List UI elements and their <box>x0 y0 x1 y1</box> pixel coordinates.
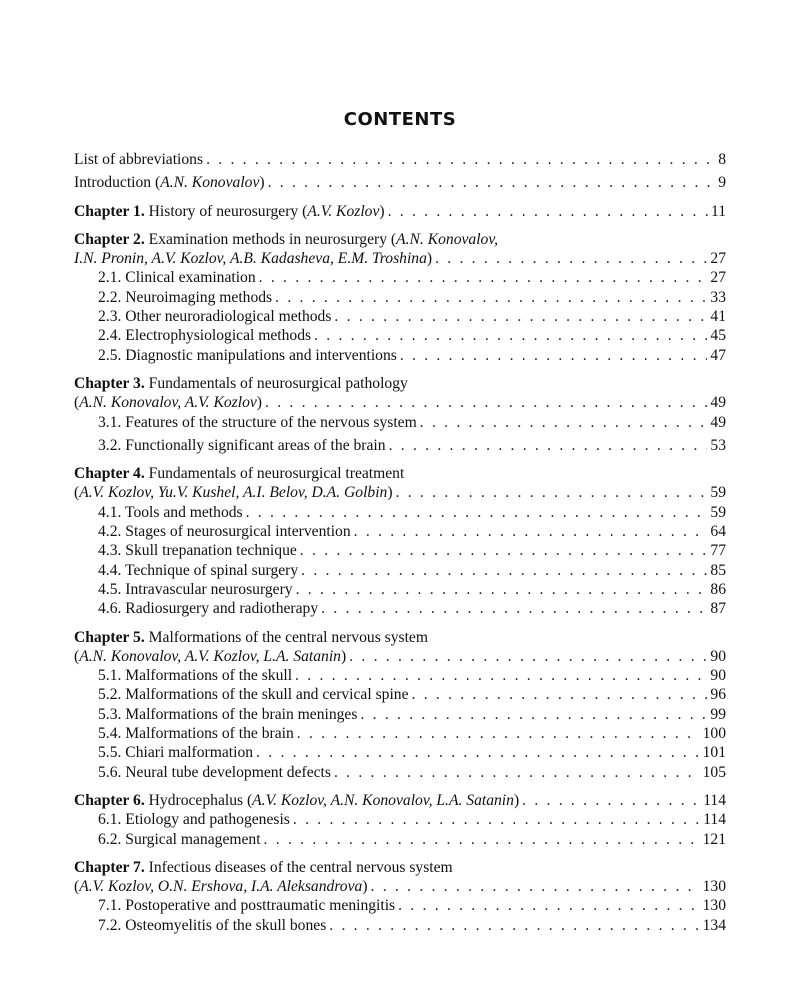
toc-section[interactable] <box>74 666 726 685</box>
dot-leader <box>386 436 708 455</box>
toc-chapter-3[interactable] <box>74 374 726 413</box>
dot-leader <box>346 647 707 666</box>
page-number: 130 <box>702 897 726 915</box>
toc-chapter-1[interactable] <box>74 202 726 221</box>
section-number: 5.5. <box>98 744 122 762</box>
section-number: 7.2. <box>98 916 122 934</box>
toc-section[interactable] <box>74 810 726 829</box>
chapter-label: Chapter 7. <box>74 858 145 876</box>
dot-leader <box>262 393 707 412</box>
toc-section[interactable] <box>74 288 726 307</box>
toc-section[interactable] <box>74 685 726 704</box>
page-number: 100 <box>702 725 726 743</box>
section-number: 5.2. <box>98 686 122 704</box>
page-number: 8 <box>718 151 726 168</box>
page-number: 114 <box>703 791 726 809</box>
dot-leader <box>256 268 708 287</box>
section-number: 3.2. <box>98 436 122 454</box>
section-title: Technique of spinal surgery <box>125 561 299 579</box>
toc-chapter-5[interactable] <box>74 628 726 667</box>
dot-leader <box>318 599 707 618</box>
section-number: 4.1. <box>98 503 122 521</box>
toc-section[interactable] <box>74 503 726 522</box>
page-number: 9 <box>718 174 726 192</box>
section-title: Electrophysiological methods <box>125 327 312 345</box>
section-number: 5.3. <box>98 705 122 723</box>
page-number: 87 <box>710 600 726 618</box>
section-number: 6.1. <box>98 811 122 829</box>
section-number: 3.1. <box>98 413 122 431</box>
page-number: 49 <box>710 394 726 412</box>
page-title: CONTENTS <box>343 109 457 130</box>
chapter-paren: ) <box>379 202 385 220</box>
page-number: 121 <box>702 830 726 848</box>
toc-section[interactable] <box>74 896 726 915</box>
page-number: 41 <box>710 308 726 326</box>
section-title: Chiari malformation <box>125 744 254 762</box>
section-title: Features of the structure of the nervous system <box>125 413 417 431</box>
dot-leader <box>326 916 699 935</box>
section-title: Clinical examination <box>125 269 256 287</box>
section-title: Radiosurgery and radiotherapy <box>125 600 319 618</box>
chapter-title: Examination methods in neurosurgery ( <box>144 230 397 248</box>
page-number: 64 <box>710 523 726 541</box>
dot-leader <box>393 483 708 502</box>
section-title: Postoperative and posttraumatic meningitis <box>125 897 396 915</box>
chapter-authors: A.N. Konovalov, A.V. Kozlov <box>79 394 257 412</box>
page-number: 85 <box>710 561 726 579</box>
dot-leader <box>385 202 708 221</box>
section-title: Malformations of the brain meninges <box>125 705 358 723</box>
section-title: Diagnostic manipulations and interventions <box>125 346 397 364</box>
dot-leader <box>331 763 700 782</box>
chapter-paren: ) <box>340 647 347 665</box>
section-title: Tools and methods <box>125 503 243 521</box>
chapter-authors: A.V. Kozlov, Yu.V. Kushel, A.I. Belov, D.A. Golbin <box>79 484 388 502</box>
page-number: 134 <box>702 916 726 934</box>
toc-section[interactable] <box>74 413 726 432</box>
chapter-title: Malformations of the central nervous system <box>144 628 428 646</box>
section-title: Malformations of the skull and cervical spine <box>125 686 409 704</box>
section-title: Malformations of the skull <box>125 667 293 685</box>
section-title: Surgical management <box>125 830 261 848</box>
chapter-authors: A.N. Konovalov, A.V. Kozlov, L.A. Satanin <box>79 647 341 665</box>
chapter-title: Fundamentals of neurosurgical pathology <box>144 374 408 392</box>
dot-leader <box>294 724 700 743</box>
chapter-title: Hydrocephalus ( <box>144 791 253 809</box>
dot-leader <box>261 830 700 849</box>
page-number: 114 <box>703 811 726 829</box>
dot-leader <box>293 580 708 599</box>
chapter-paren: ) <box>256 394 262 412</box>
section-number: 7.1. <box>98 897 122 915</box>
section-number: 4.3. <box>98 542 122 560</box>
dot-leader <box>357 705 707 724</box>
toc-section[interactable] <box>74 705 726 724</box>
section-number: 5.1. <box>98 667 122 685</box>
entry-authors: A.N. Konovalov <box>160 174 260 192</box>
chapter-paren: ) <box>426 250 433 268</box>
page-number: 45 <box>710 327 726 345</box>
section-number: 2.3. <box>98 308 122 326</box>
entry-paren: ) <box>259 174 265 192</box>
dot-leader <box>519 791 700 810</box>
toc-chapter-7[interactable] <box>74 858 726 897</box>
chapter-paren: ( <box>74 484 80 502</box>
section-title: Stages of neurosurgical intervention <box>125 523 351 541</box>
chapter-authors: A.V. Kozlov, O.N. Ershova, I.A. Aleksandrova <box>79 878 363 896</box>
dot-leader <box>397 346 708 365</box>
chapter-label: Chapter 6. <box>74 791 145 809</box>
section-number: 4.4. <box>98 561 122 579</box>
dot-leader <box>395 896 700 915</box>
section-title: Functionally significant areas of the brain <box>125 436 386 454</box>
toc-chapter-6[interactable] <box>74 791 726 810</box>
chapter-paren: ) <box>387 484 393 502</box>
dot-leader <box>265 173 716 192</box>
page-number: 96 <box>710 686 726 704</box>
toc-section[interactable] <box>74 268 726 287</box>
chapter-label: Chapter 5. <box>74 628 145 646</box>
toc-chapter-2[interactable] <box>74 230 726 269</box>
toc-section[interactable] <box>74 599 726 618</box>
page-number: 90 <box>710 647 726 665</box>
page-number: 49 <box>710 413 726 431</box>
page-number: 105 <box>702 763 726 781</box>
entry-title: List of abbreviations <box>74 151 204 168</box>
dot-leader <box>331 307 707 326</box>
page-number: 33 <box>710 288 726 306</box>
page-number: 27 <box>710 250 726 268</box>
section-number: 6.2. <box>98 830 122 848</box>
dot-leader <box>409 685 708 704</box>
toc-section[interactable] <box>74 724 726 743</box>
dot-leader <box>243 503 708 522</box>
chapter-title: History of neurosurgery ( <box>144 202 308 220</box>
page-number: 59 <box>710 484 726 502</box>
toc-section[interactable] <box>74 916 726 935</box>
dot-leader <box>272 288 707 307</box>
dot-leader <box>432 249 707 268</box>
section-title: Intravascular neurosurgery <box>125 580 293 598</box>
dot-leader <box>290 810 700 829</box>
section-number: 4.6. <box>98 600 122 618</box>
dot-leader <box>417 413 708 432</box>
toc-section[interactable] <box>74 346 726 365</box>
toc-section[interactable] <box>74 522 726 541</box>
toc-section[interactable] <box>74 830 726 849</box>
toc-section[interactable] <box>74 763 726 782</box>
section-title: Malformations of the brain <box>125 725 294 743</box>
chapter-title: Fundamentals of neurosurgical treatment <box>144 465 405 483</box>
section-number: 5.4. <box>98 725 122 743</box>
page-number: 53 <box>710 436 726 454</box>
toc-section[interactable] <box>74 541 726 560</box>
page-number: 27 <box>710 269 726 287</box>
dot-leader <box>203 150 715 169</box>
chapter-authors: I.N. Pronin, A.V. Kozlov, A.B. Kadasheva, E.M. Troshina <box>74 250 427 268</box>
section-title: Skull trepanation technique <box>125 542 297 560</box>
toc-section[interactable] <box>74 326 726 345</box>
dot-leader <box>298 561 707 580</box>
section-number: 5.6. <box>98 763 122 781</box>
section-number: 2.5. <box>98 346 122 364</box>
toc-section[interactable] <box>74 307 726 326</box>
page-number: 47 <box>710 346 726 364</box>
dot-leader <box>368 877 700 896</box>
dot-leader <box>351 522 708 541</box>
section-title: Neuroimaging methods <box>125 288 273 306</box>
dot-leader <box>297 541 708 560</box>
chapter-paren: ( <box>74 647 80 665</box>
chapter-paren: ) <box>362 878 368 896</box>
section-title: Neural tube development defects <box>125 763 331 781</box>
chapter-label: Chapter 4. <box>74 465 145 483</box>
page-number: 77 <box>710 542 726 560</box>
dot-leader <box>253 743 700 762</box>
section-number: 2.2. <box>98 288 122 306</box>
section-title: Other neuroradiological methods <box>125 308 332 326</box>
chapter-paren: ) <box>513 791 520 809</box>
page-number: 59 <box>710 503 726 521</box>
section-number: 2.4. <box>98 327 122 345</box>
page-number: 101 <box>702 744 726 762</box>
page-number: 99 <box>710 705 726 723</box>
chapter-title: Infectious diseases of the central nervous system <box>144 858 453 876</box>
toc-section[interactable] <box>74 561 726 580</box>
toc-section[interactable] <box>74 743 726 762</box>
toc-section[interactable] <box>74 580 726 599</box>
page-number: 11 <box>710 202 726 220</box>
section-number: 2.1. <box>98 269 122 287</box>
section-number: 4.5. <box>98 580 122 598</box>
chapter-authors: A.V. Kozlov <box>307 202 380 220</box>
toc-entry-abbreviations[interactable] <box>74 150 726 169</box>
page-number: 90 <box>710 667 726 685</box>
section-title: Etiology and pathogenesis <box>125 811 290 829</box>
toc-entry-introduction[interactable] <box>74 173 726 192</box>
toc-chapter-4[interactable] <box>74 464 726 503</box>
page-number: 86 <box>710 580 726 598</box>
contents-page <box>74 108 726 935</box>
chapter-label: Chapter 1. <box>74 202 145 220</box>
chapter-paren: ( <box>74 878 80 896</box>
table-of-contents <box>74 150 726 935</box>
chapter-authors: A.V. Kozlov, A.N. Konovalov, L.A. Satanin <box>252 791 514 809</box>
chapter-label: Chapter 2. <box>74 230 145 248</box>
toc-section[interactable] <box>74 436 726 455</box>
entry-title: Introduction ( <box>74 174 161 192</box>
chapter-authors: A.N. Konovalov, <box>396 230 499 248</box>
page-number: 130 <box>702 878 726 896</box>
chapter-label: Chapter 3. <box>74 374 145 392</box>
section-title: Osteomyelitis of the skull bones <box>125 916 327 934</box>
chapter-paren: ( <box>74 394 80 412</box>
dot-leader <box>292 666 707 685</box>
section-number: 4.2. <box>98 523 122 541</box>
dot-leader <box>311 326 707 345</box>
